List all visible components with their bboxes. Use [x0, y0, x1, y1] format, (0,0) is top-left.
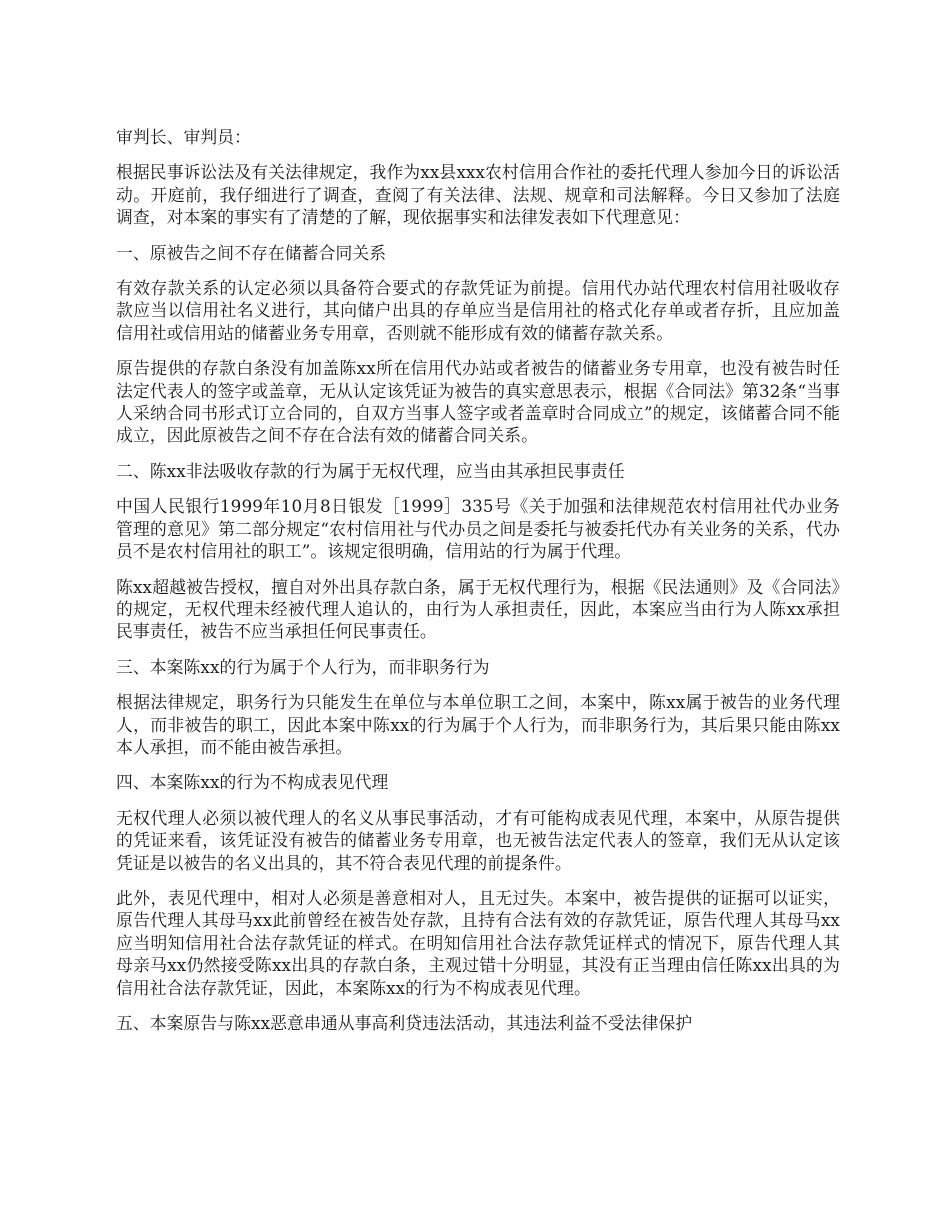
paragraph-intro: 根据民事诉讼法及有关法律规定，我作为xx县xxx农村信用合作社的委托代理人参加今日的诉讼活动。开庭前，我仔细进行了调查，查阅了有关法律、法规、规章和司法解释。今日又参加了法庭调查，对本案的事实有了清楚的了解，现依据事实和法律发表如下代理意见： — [116, 162, 840, 228]
section-heading-1: 一、原被告之间不存在储蓄合同关系 — [116, 242, 387, 263]
paragraph: 无权代理人必须以被代理人的名义从事民事活动，才有可能构成表见代理，本案中，从原告提供的凭证来看，该凭证没有被告的储蓄业务专用章，也无被告法定代表人的签章，我们无从认定该凭证是以被告的名义出具的，其不符合表见代理的前提条件。 — [116, 807, 840, 873]
paragraph: 根据法律规定，职务行为只能发生在单位与本单位职工之间，本案中，陈xx属于被告的业务代理人，而非被告的职工，因此本案中陈xx的行为属于个人行为，而非职务行为，其后果只能由陈xx本人承担，而不能由被告承担。 — [116, 692, 840, 757]
salutation: 审判长、审判员： — [116, 127, 252, 147]
section-heading-3: 三、本案陈xx的行为属于个人行为，而非职务行为 — [116, 656, 490, 677]
section-heading-5: 五、本案原告与陈xx恶意串通从事高利贷违法活动，其违法利益不受法律保护 — [116, 1013, 693, 1033]
paragraph: 原告提供的存款白条没有加盖陈xx所在信用代办站或者被告的储蓄业务专用章，也没有被告时任法定代表人的签字或盖章，无从认定该凭证为被告的真实意思表示，根据《合同法》第32条“当事人采纳合同书形式订立合同的，自双方当事人签字或者盖章时合同成立”的规定，该储蓄合同不能成立，因此原被告之间不存在合法有效的储蓄合同关系。 — [116, 358, 840, 446]
section-heading-4: 四、本案陈xx的行为不构成表见代理 — [116, 772, 389, 793]
document-body — [116, 126, 840, 1047]
paragraph: 此外，表见代理中，相对人必须是善意相对人，且无过失。本案中，被告提供的证据可以证实，原告代理人其母马xx此前曾经在被告处存款，且持有合法有效的存款凭证，原告代理人其母马xx应当明知信用社合法存款凭证的样式。在明知信用社合法存款凭证样式的情况下，原告代理人其母亲马xx仍然接受陈xx出具的存款白条，主观过错十分明显，其没有正当理由信任陈xx出具的为信用社合法存款凭证，因此，本案陈xx的行为不构成表见代理。 — [116, 887, 840, 998]
paragraph: 有效存款关系的认定必须以具备符合要式的存款凭证为前提。信用代办站代理农村信用社吸收存款应当以信用社名义进行，其向储户出具的存单应当是信用社的格式化存单或者存折，且应加盖信用社或信用站的储蓄业务专用章，否则就不能形成有效的储蓄存款关系。 — [116, 278, 840, 343]
paragraph: 陈xx超越被告授权，擅自对外出具存款白条，属于无权代理行为，根据《民法通则》及《合同法》的规定，无权代理未经被代理人追认的，由行为人承担责任，因此，本案应当由行为人陈xx承担民事责任，被告不应当承担任何民事责任。 — [116, 576, 840, 642]
paragraph: 中国人民银行1999年10月8日银发［1999］335号《关于加强和法律规范农村信用社代办业务管理的意见》第二部分规定“农村信用社与代办员之间是委托与被委托代办有关业务的关系，代办员不是农村信用社的职工”。该规定很明确，信用站的行为属于代理。 — [116, 496, 840, 562]
section-heading-2: 二、陈xx非法吸收存款的行为属于无权代理，应当由其承担民事责任 — [116, 460, 625, 481]
